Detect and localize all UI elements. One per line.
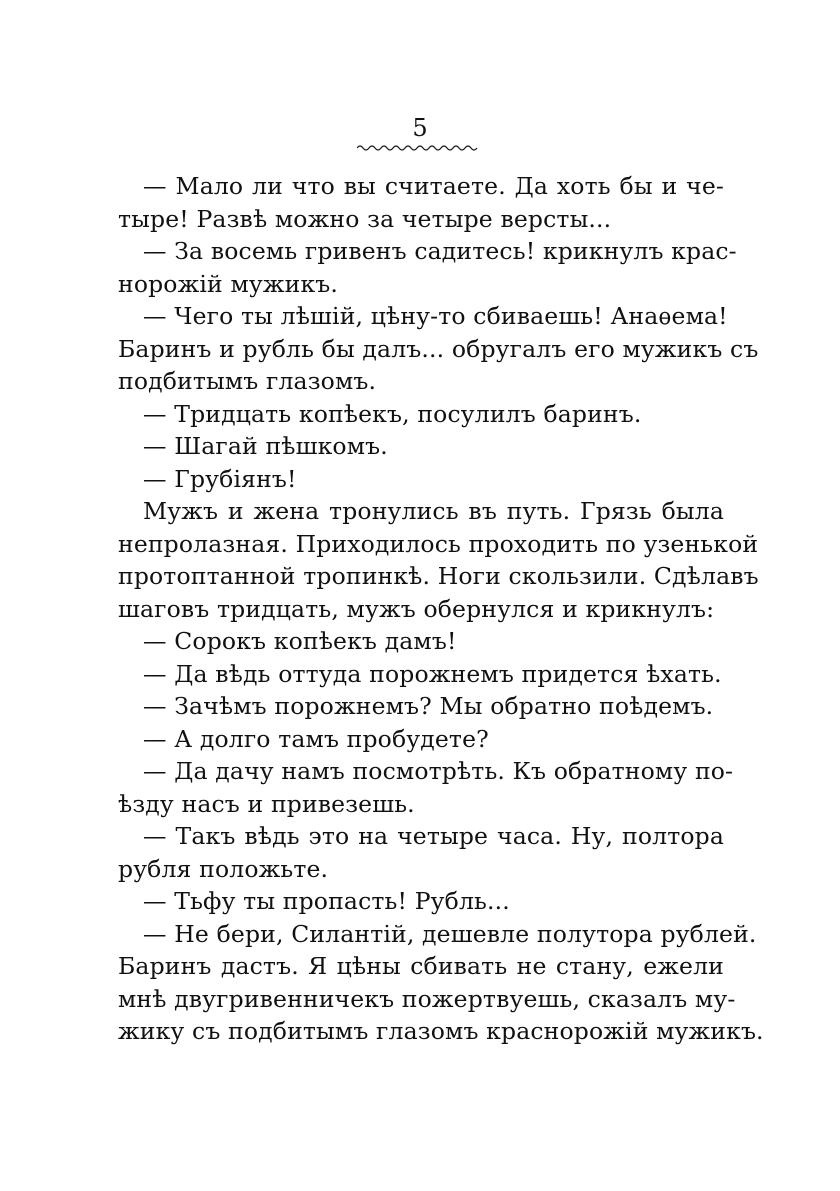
text-line: — Тридцать копѣекъ, посулилъ баринъ. [143,399,642,428]
text-line: — За восемь гривенъ садитесь! крикнулъ крас- [143,237,737,265]
text-line: подбитымъ глазомъ. [118,367,377,395]
text-line: — Чего ты лѣшiй, цѣну-то сбиваешь! Анаѳема! [143,302,728,330]
text-line: — Да вѣдь оттуда порожнемъ придется ѣхать. [143,659,722,688]
text-line: мнѣ двугривенничекъ пожертвуешь, сказалъ му- [118,984,736,1013]
text-line: жику съ подбитымъ глазомъ краснорожiй мужикъ. [118,1017,764,1045]
page-number: 5 [412,114,428,142]
text-line: шаговъ тридцать, мужъ обернулся и крикнулъ: [118,594,715,623]
text-line: — Да дачу намъ посмотрѣть. Къ обратному по- [143,757,734,785]
text-line: — Сорокъ копѣекъ дамъ! [143,627,457,655]
text-line: — Грубiянъ! [143,464,297,493]
text-line: — Не бери, Силантiй, дешевле полутора рублей. [143,919,757,948]
text-line: тыре! Развѣ можно за четыре версты... [118,204,612,233]
text-line: — Мало ли что вы считаете. Да хоть бы и че- [143,172,724,200]
text-line: — А долго тамъ пробудете? [143,724,489,753]
text-line: Баринъ дастъ. Я цѣны сбивать не стану, ежели [118,952,724,980]
text-line: рубля положьте. [118,854,329,883]
wave-rule-ornament [357,144,481,152]
text-line: — Такъ вѣдь это на четыре часа. Ну, полтора [143,822,724,850]
text-line: протоптанной тропинкѣ. Ноги скользили. Сдѣлавъ [118,562,759,590]
text-line: ѣзду насъ и привезешь. [118,789,415,818]
text-line: — Шагай пѣшкомъ. [143,432,388,460]
text-line: — Зачѣмъ порожнемъ? Мы обратно поѣдемъ. [143,692,714,720]
text-line: норожiй мужикъ. [118,269,339,298]
text-line: Мужъ и жена тронулись въ путь. Грязь была [143,497,724,525]
text-line: Баринъ и рубль бы далъ... обругалъ его мужикъ съ [118,334,759,363]
text-line: непролазная. Приходилось проходить по узенькой [118,529,759,558]
page-text [118,170,764,1048]
text-line: — Тьфу ты пропасть! Рубль... [143,887,510,915]
